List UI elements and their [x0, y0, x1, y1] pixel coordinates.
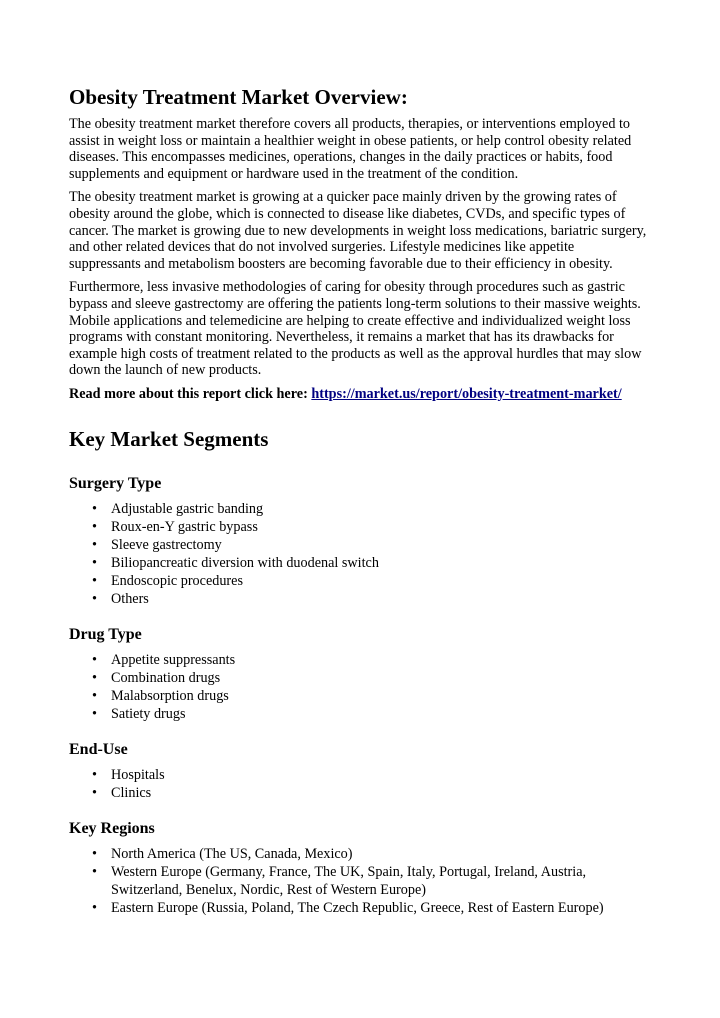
bullet-icon: • — [92, 536, 97, 553]
list-item-text: Eastern Europe (Russia, Poland, The Czech Republic, Greece, Rest of Eastern Europe) — [111, 899, 604, 916]
list-item — [69, 554, 649, 572]
segment-list-end-use — [69, 766, 649, 802]
bullet-icon: • — [92, 766, 97, 783]
bullet-icon: • — [92, 863, 97, 880]
bullet-icon: • — [92, 500, 97, 517]
list-item — [69, 899, 649, 917]
list-item — [69, 536, 649, 554]
document-page — [69, 84, 649, 934]
bullet-icon: • — [92, 554, 97, 571]
list-item-text: Adjustable gastric banding — [111, 500, 264, 517]
overview-paragraph-2: The obesity treatment market is growing at a quicker pace mainly driven by the growing rates of obesity around the globe, which is connected to disease like diabetes, CVDs, and specific types of cancer. The market is growing due to new developments in weight loss medications, bariatric surgery, and other related devices that do not involved surgeries. Lifestyle medicines like appetite suppressants and metabolism boosters are becoming favorable due to their efficiency in obesity. — [69, 189, 647, 272]
segments-title: Key Market Segments — [69, 426, 269, 451]
list-item-text: Clinics — [111, 784, 152, 801]
bullet-icon: • — [92, 572, 97, 589]
bullet-icon: • — [92, 651, 97, 668]
list-item-text: Combination drugs — [111, 669, 221, 686]
segment-heading-key-regions: Key Regions — [69, 819, 155, 837]
list-item — [69, 500, 649, 518]
bullet-icon: • — [92, 705, 97, 722]
bullet-icon: • — [92, 845, 97, 862]
list-item — [69, 705, 649, 723]
overview-paragraph-3: Furthermore, less invasive methodologies of caring for obesity through procedures such as gastric bypass and sleeve gastrectomy are offering the patients long-term solutions to their massive weights. Mobile applications and telemedicine are helping to create effective and individualized weight loss programs with constant monitoring. Nevertheless, it remains a market that has its drawbacks for example high costs of treatment related to the products as well as the approval hurdles that may slow down the launch of new products. — [69, 279, 642, 379]
list-item — [69, 590, 649, 608]
bullet-icon: • — [92, 687, 97, 704]
list-item-text: North America (The US, Canada, Mexico) — [111, 845, 353, 862]
list-item-text: Biliopancreatic diversion with duodenal switch — [111, 554, 379, 571]
list-item-text: Western Europe (Germany, France, The UK, Spain, Italy, Portugal, Ireland, Austria, Switzerland, Benelux, Nordic, Rest of Western Europe) — [111, 863, 587, 898]
list-item — [69, 518, 649, 536]
list-item-text: Hospitals — [111, 766, 165, 783]
list-item — [69, 845, 649, 863]
read-more-line — [69, 386, 649, 403]
bullet-icon: • — [92, 899, 97, 916]
list-item-text: Appetite suppressants — [111, 651, 236, 668]
list-item — [69, 651, 649, 669]
list-item-text: Malabsorption drugs — [111, 687, 229, 704]
list-item-text: Endoscopic procedures — [111, 572, 243, 589]
read-more-label: Read more about this report click here: — [69, 385, 312, 402]
list-item-text: Satiety drugs — [111, 705, 186, 722]
list-item — [69, 687, 649, 705]
bullet-icon: • — [92, 590, 97, 607]
segment-heading-surgery-type: Surgery Type — [69, 474, 162, 492]
segment-heading-drug-type: Drug Type — [69, 625, 142, 643]
bullet-icon: • — [92, 518, 97, 535]
overview-title: Obesity Treatment Market Overview: — [69, 85, 408, 109]
list-item — [69, 572, 649, 590]
list-item — [69, 784, 649, 802]
list-item — [69, 863, 649, 899]
overview-paragraph-1: The obesity treatment market therefore covers all products, therapies, or interventions employed to assist in weight loss or maintain a healthier weight in obese patients, or help control obesity related diseases. This encompasses medicines, operations, changes in the daily practices or habits, food supplements and equipment or hardware used in the treatment of the condition. — [69, 116, 632, 182]
list-item-text: Sleeve gastrectomy — [111, 536, 222, 553]
bullet-icon: • — [92, 784, 97, 801]
bullet-icon: • — [92, 669, 97, 686]
list-item-text: Others — [111, 590, 149, 607]
list-item — [69, 766, 649, 784]
segment-list-drug-type — [69, 651, 649, 723]
segment-heading-end-use: End-Use — [69, 740, 128, 758]
list-item-text: Roux-en-Y gastric bypass — [111, 518, 258, 535]
segment-list-key-regions — [69, 845, 649, 917]
list-item — [69, 669, 649, 687]
segment-list-surgery-type — [69, 500, 649, 608]
report-link[interactable]: https://market.us/report/obesity-treatment-market/ — [311, 385, 622, 402]
